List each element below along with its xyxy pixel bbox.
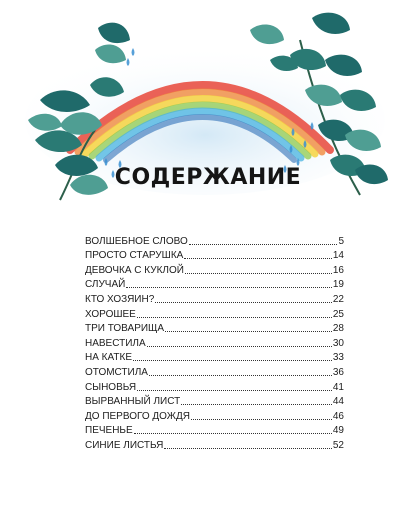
toc-entry-title: ПЕЧЕНЬЕ	[85, 425, 133, 437]
toc-entry-title: СИНИЕ ЛИСТЬЯ	[85, 439, 164, 451]
toc-entry-title: ДЕВОЧКА С КУКЛОЙ	[85, 264, 184, 276]
toc-entry-page: 46	[332, 410, 344, 422]
toc-entry-page: 52	[332, 439, 344, 451]
dot-leader	[137, 317, 332, 318]
toc-entry-page: 19	[332, 279, 344, 291]
toc-entry	[85, 247, 344, 262]
toc-entry	[85, 320, 344, 335]
dot-leader	[133, 360, 332, 361]
toc-entry-page: 5	[338, 235, 344, 247]
dot-leader	[181, 404, 332, 405]
toc-entry-title: НА КАТКЕ	[85, 352, 132, 364]
dot-leader	[165, 331, 332, 332]
toc-entry-title: НАВЕСТИЛА	[85, 337, 146, 349]
toc-entry-page: 33	[332, 352, 344, 364]
toc-entry	[85, 393, 344, 408]
toc-entry	[85, 349, 344, 364]
toc-entry	[85, 261, 344, 276]
toc-entry-title: ВОЛШЕБНОЕ СЛОВО	[85, 235, 188, 247]
toc-entry-page: 36	[332, 366, 344, 378]
toc-entry-title: ХОРОШЕЕ	[85, 308, 136, 320]
toc-entry	[85, 334, 344, 349]
page-title: СОДЕРЖАНИЕ	[114, 165, 302, 190]
dot-leader	[191, 419, 332, 420]
toc-entry-title: ОТОМСТИЛА	[85, 366, 148, 378]
table-of-contents	[85, 232, 344, 451]
toc-entry-page: 28	[332, 323, 344, 335]
toc-entry-title: КТО ХОЗЯИН?	[85, 293, 155, 305]
dot-leader	[134, 433, 332, 434]
dot-leader	[184, 258, 332, 259]
dot-leader	[185, 273, 332, 274]
toc-entry-title: ПРОСТО СТАРУШКА	[85, 250, 184, 262]
toc-entry	[85, 276, 344, 291]
dot-leader	[137, 390, 332, 391]
toc-entry-page: 14	[332, 250, 344, 262]
dot-leader	[149, 375, 332, 376]
toc-entry-page: 25	[332, 308, 344, 320]
toc-entry	[85, 407, 344, 422]
toc-entry-page: 44	[332, 396, 344, 408]
dot-leader	[164, 448, 332, 449]
dot-leader	[189, 244, 338, 245]
toc-entry-title: ТРИ ТОВАРИЩА	[85, 323, 165, 335]
toc-entry	[85, 363, 344, 378]
toc-entry	[85, 305, 344, 320]
toc-entry-title: СЫНОВЬЯ	[85, 381, 137, 393]
toc-entry-page: 41	[332, 381, 344, 393]
toc-entry-title: ВЫРВАННЫЙ ЛИСТ	[85, 396, 181, 408]
dot-leader	[126, 287, 332, 288]
toc-entry	[85, 290, 344, 305]
toc-entry-title: ДО ПЕРВОГО ДОЖДЯ	[85, 410, 190, 422]
toc-entry	[85, 436, 344, 451]
dot-leader	[155, 302, 332, 303]
toc-entry	[85, 422, 344, 437]
toc-entry-page: 49	[332, 425, 344, 437]
toc-entry	[85, 378, 344, 393]
toc-entry	[85, 232, 344, 247]
toc-entry-page: 22	[332, 293, 344, 305]
toc-entry-page: 30	[332, 337, 344, 349]
dot-leader	[147, 346, 332, 347]
toc-entry-title: СЛУЧАЙ	[85, 279, 126, 291]
toc-entry-page: 16	[332, 264, 344, 276]
